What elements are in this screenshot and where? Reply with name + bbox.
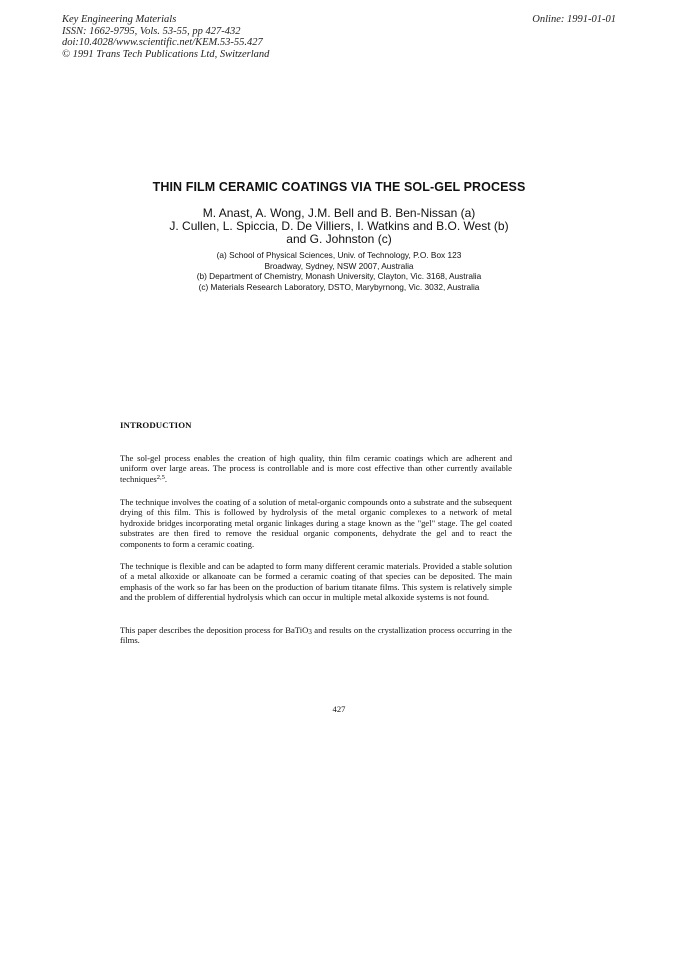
affiliation-line: (a) School of Physical Sciences, Univ. of Technology, P.O. Box 123 xyxy=(216,250,462,260)
paragraph-text: This paper describes the deposition process for BaTiO xyxy=(120,625,309,635)
paragraph-text: . xyxy=(164,473,168,484)
journal-name: Key Engineering Materials xyxy=(62,14,177,25)
affiliation-line: (c) Materials Research Laboratory, DSTO, Marybyrnong, Vic. 3032, Australia xyxy=(198,281,480,292)
author-line: J. Cullen, L. Spiccia, D. De Villiers, I. Watkins and B.O. West (b) xyxy=(169,219,509,233)
section-heading-introduction: INTRODUCTION xyxy=(120,420,192,430)
online-date: Online: 1991-01-01 xyxy=(532,14,616,25)
journal-issn: ISSN: 1662-9795, Vols. 53-55, pp 427-432 xyxy=(62,25,241,37)
author-line: M. Anast, A. Wong, J.M. Bell and B. Ben-Nissan (a) xyxy=(202,206,476,220)
journal-doi: doi:10.4028/www.scientific.net/KEM.53-55.427 xyxy=(62,37,263,48)
paragraph-text: The sol-gel process enables the creation of high quality, thin film ceramic coatings which are adherent and uniform over large areas. The process is controllable and is more cost effective than other currently available techniques xyxy=(120,453,512,484)
paper-title: THIN FILM CERAMIC COATINGS VIA THE SOL-GEL PROCESS xyxy=(152,180,526,194)
journal-copyright: © 1991 Trans Tech Publications Ltd, Switzerland xyxy=(62,48,270,60)
author-line: and G. Johnston (c) xyxy=(286,232,392,246)
author-list xyxy=(0,207,678,246)
paragraph-2: The technique involves the coating of a solution of metal-organic compounds onto a substrate and the subsequent drying of this film. This is followed by hydrolysis of the metal organic complexes to a network of metal hydroxide bridges incorporating metal organic linkages during a stage known as the "gel" stage. The gel coated substrates are then fired to remove the residual organic components, dehydrate the gel and to react the components to form a ceramic coating. xyxy=(120,497,512,549)
journal-header xyxy=(62,14,269,60)
paragraph-1 xyxy=(120,453,512,484)
citation-ref: 2,5 xyxy=(156,473,165,481)
paragraph-4 xyxy=(120,625,512,646)
formula-subscript: 3 xyxy=(308,628,312,636)
affiliation-line: (b) Department of Chemistry, Monash University, Clayton, Vic. 3168, Australia xyxy=(196,271,482,281)
paragraph-text: and results on the crystallization process occurring in the films. xyxy=(120,625,512,646)
paragraph-3: The technique is flexible and can be adapted to form many different ceramic materials. Provided a stable solution of a metal alkoxide or alkanoate can be formed a ceramic coating of that species can be deposited. The main emphasis of the work so far has been on the production of barium titanate films. This system is relatively simple and the problem of differential hydrolysis which can occur in multiple metal alkoxide systems is not found. xyxy=(120,561,512,603)
affiliation-list xyxy=(0,250,678,292)
page-number: 427 xyxy=(332,704,346,714)
affiliation-line: Broadway, Sydney, NSW 2007, Australia xyxy=(264,260,414,271)
